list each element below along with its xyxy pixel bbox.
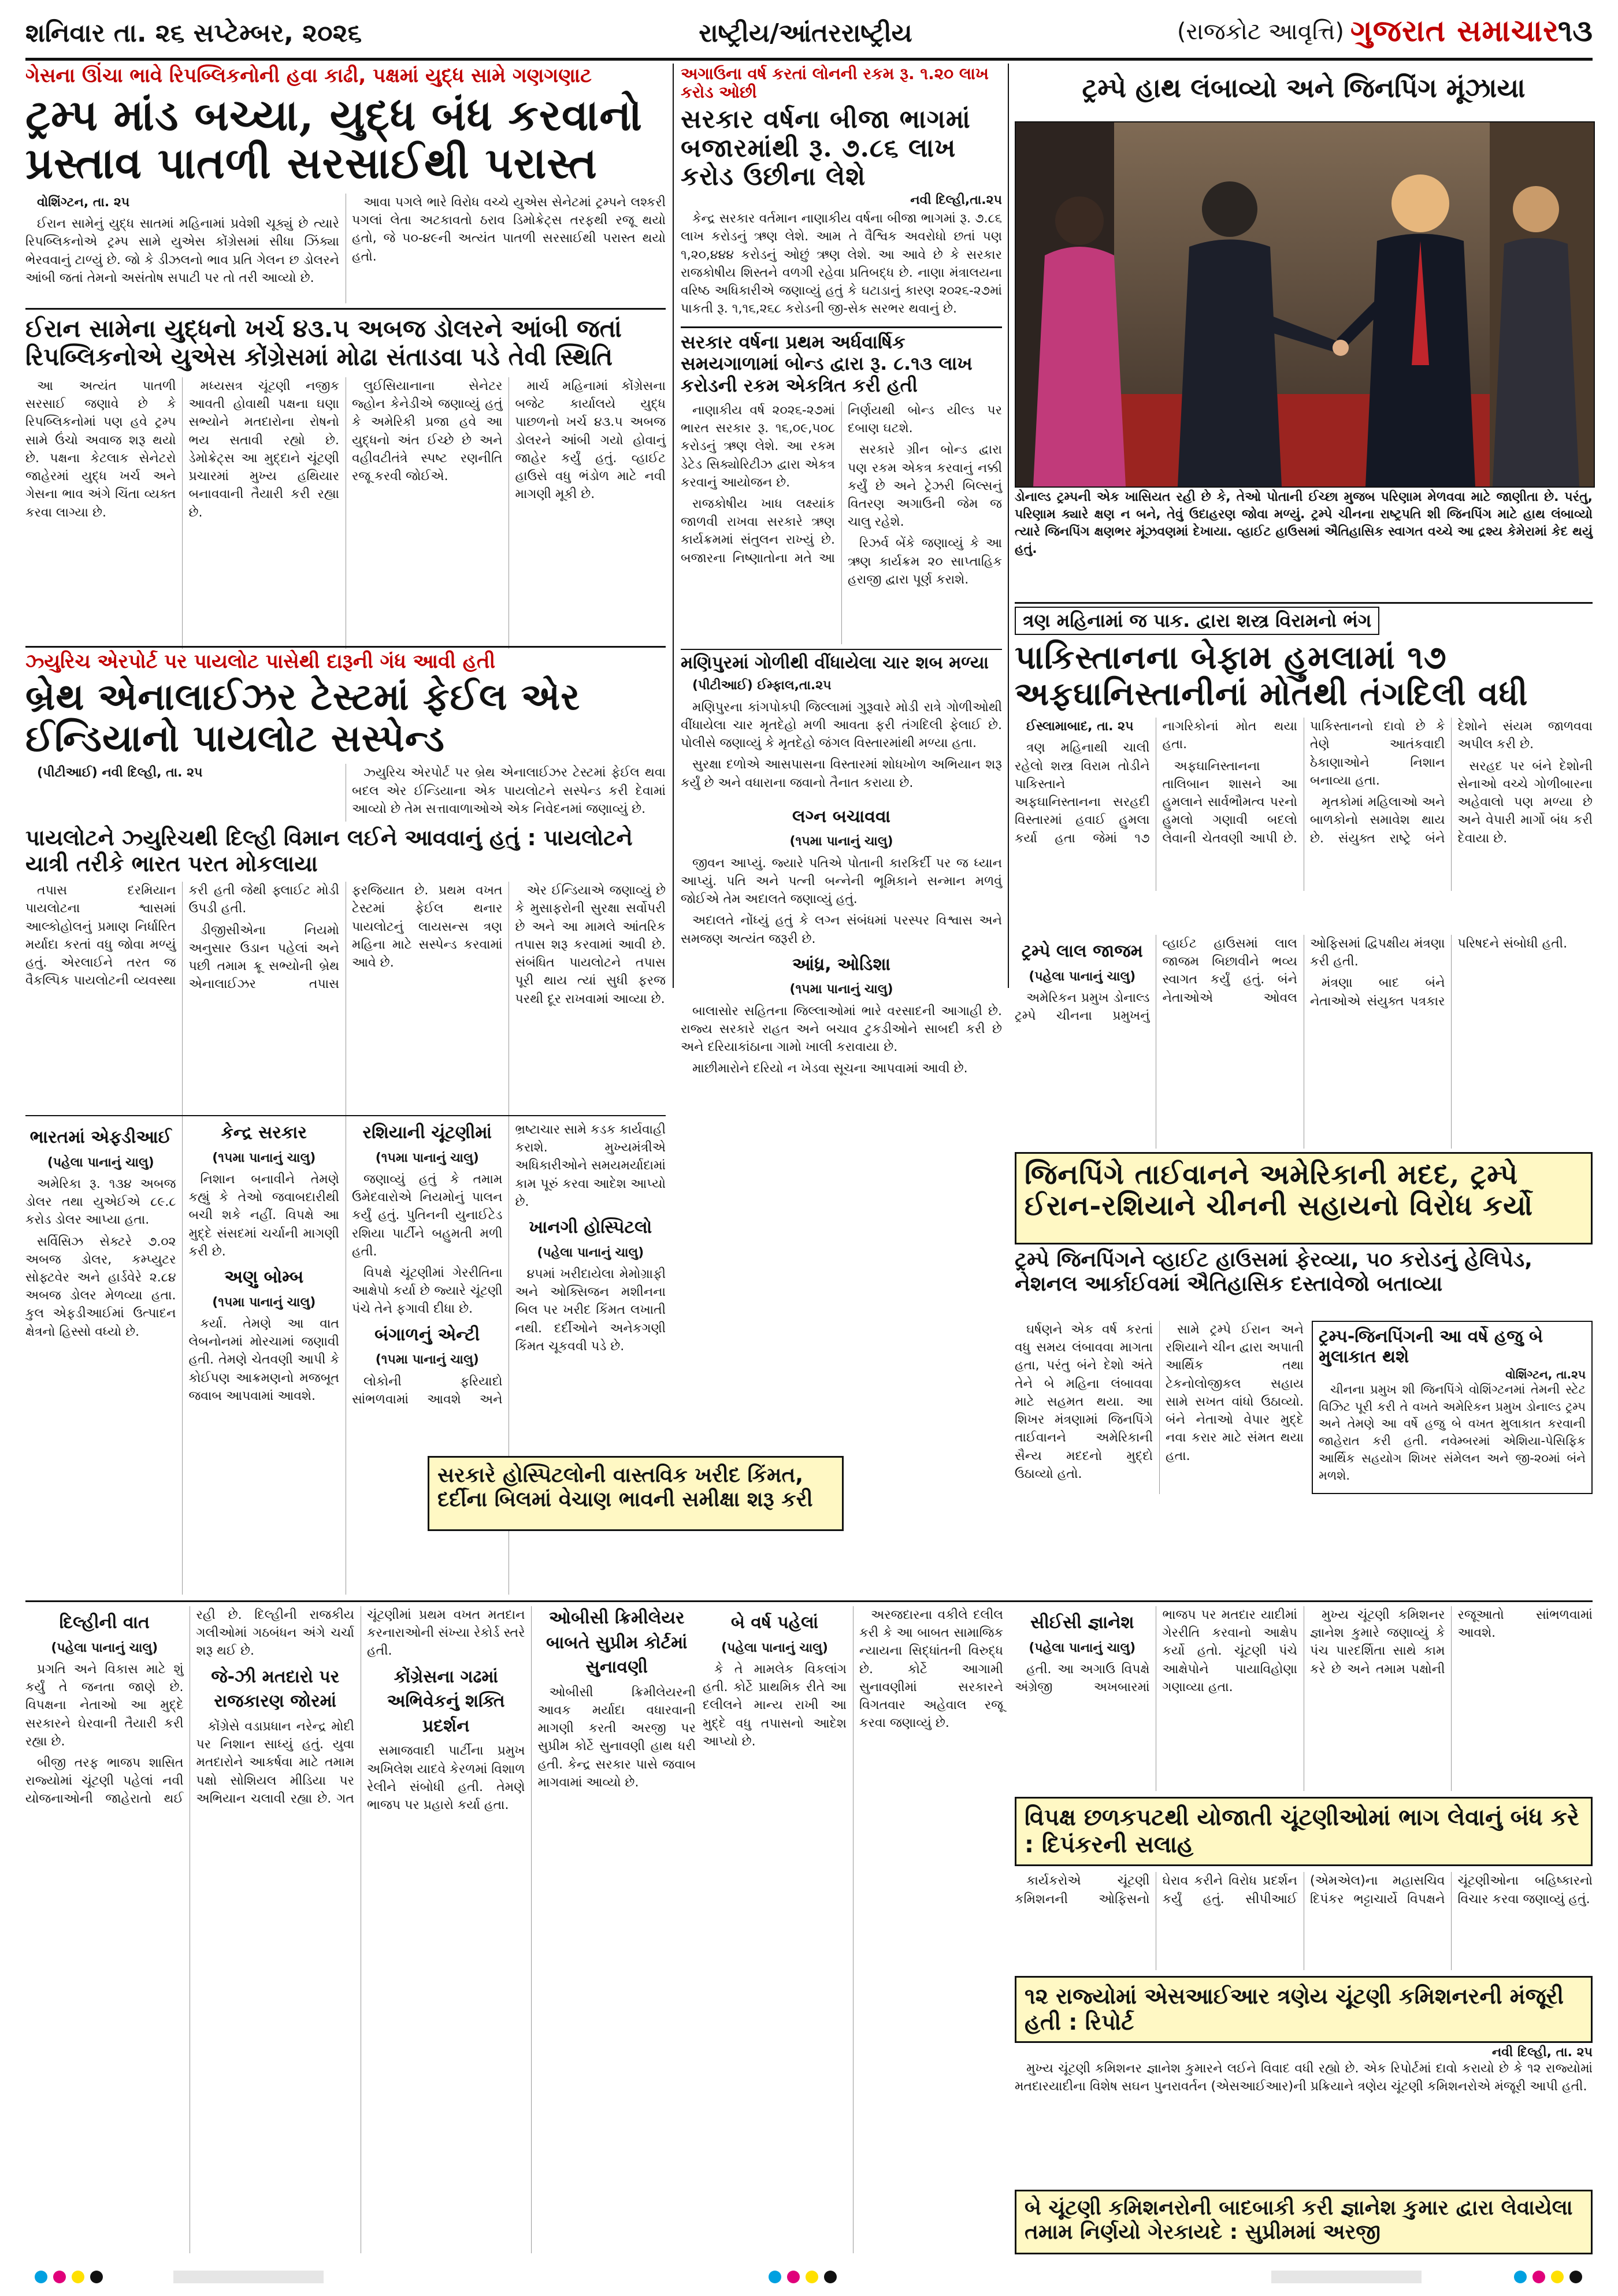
paragraph: સર્વિસિઝ સેક્ટરે ૭.૦૨ અબજ ડોલર, કમ્પ્યુટર સોફ્ટવેર અને હાર્ડવેરે ૨.૮૪ અબજ ડોલર મેળવ્યા હતા. કુલ એફડીઆઈમાં ઉત્પાદન ક્ષેત્રનો હિસ્સો વધ્યો છે.: [25, 1234, 176, 1339]
paragraph: તપાસ દરમિયાન પાયલોટના શ્વાસમાં આલ્કોહોલનું પ્રમાણ નિર્ધારિત મર્યાદા કરતાં વધુ જોવા મળ્યું હતું. એરલાઈને તરત જ વૈકલ્પિક પાયલોટની વ્યવસ્થા કરી હતી જેથી ફ્લાઈટ મોડી ઉપડી હતી.: [25, 883, 339, 989]
continued-note: (૧૫મા પાનાનું ચાલુ): [789, 982, 893, 997]
paragraph: અફઘાનિસ્તાનના તાલિબાન શાસને આ હુમલાને સાર્વભૌમત્વ પરનો હુમલો ગણાવી બદલો લેવાની ચેતવણી આપી છે. પાકિસ્તાનનો દાવો છે કે તેણે આતંકવાદી ઠેકાણાઓને નિશાન બનાવ્યા હતા.: [1162, 719, 1445, 846]
article-body: [681, 677, 1002, 795]
divider: [25, 646, 666, 648]
paragraph: મંત્રણા બાદ બંને નેતાઓએ સંયુક્ત પત્રકાર પરિષદને સંબોધી હતી.: [1310, 937, 1568, 1009]
article-body: [681, 800, 1002, 1082]
continuation-cec: [1015, 1606, 1593, 1791]
photo-caption: ડોનાલ્ડ ટ્રમ્પની એક ખાસિયત રહી છે કે, તેઓ પોતાની ઈચ્છા મુજબ પરિણામ મેળવવા માટે જાણીતા છે. પરંતુ, પરિણામ ક્યારે ક્ષણ ન બને, તેવું ઉદાહરણ જોવા મળ્યું. ટ્રમ્પે ચીનના રાષ્ટ્રપતિ શી જિનપિંગ માટે હાથ લંબાવ્યો ત્યારે જિનપિંગ ક્ષણભર મૂંઝવણમાં દેખાયા. વ્હાઈટ હાઉસમાં ઐતિહાસિક સ્વાગત વચ્ચે આ દ્રશ્ય કેમેરામાં કેદ થયું હતું.: [1015, 490, 1593, 556]
paragraph: રિઝર્વ બેંકે જણાવ્યું કે આ ઋણ કાર્યક્રમ ૨૦ સાપ્તાહિક હરાજી દ્વારા પૂર્ણ કરાશે.: [848, 536, 1002, 587]
highlight-box-supreme: [1015, 2190, 1593, 2254]
dateline: (પીટીઆઈ) નવી દિલ્હી, તા. ૨૫: [37, 766, 203, 781]
article-pakistan: [1015, 607, 1593, 930]
box-headline: બે ચૂંટણી કમિશનરોની બાદબાકી કરી જ્ઞાનેશ કુમાર દ્વારા લેવાયેલા તમામ નિર્ણયો ગેરકાયદે : સુપ્રીમમાં અરજી: [1025, 2196, 1573, 2245]
paragraph: ડીજીસીએના નિયમો અનુસાર ઉડાન પહેલાં અને પછી તમામ ક્રૂ સભ્યોની બ્રેથ એનાલાઈઝર તપાસ ફરજિયાત છે. પ્રથમ વખત ટેસ્ટમાં ફેઈલ થનાર પાયલોટનું લાયસન્સ ત્રણ મહિના માટે સસ્પેન્ડ કરવામાં આવે છે.: [188, 883, 503, 992]
magenta-dot-icon: [53, 2271, 66, 2283]
black-dot-icon: [824, 2271, 837, 2283]
section-heading: કોંગ્રેસના ગઢમાં અભિવેકનું શક્તિ પ્રદર્શન: [387, 1666, 505, 1736]
subheadline: ઈરાન સામેના યુદ્ધનો ખર્ચ ૪૩.૫ અબજ ડોલરને આંબી જતાં રિપબ્લિકનોએ યુએસ કોંગ્રેસમાં મોઢા સંતાડવા પડે તેવી સ્થિતિ: [25, 314, 622, 371]
continuation-trump-jajam: [1015, 935, 1593, 1149]
paragraph: ઘર્ષણને એક વર્ષ કરતાં વધુ સમય લંબાવવા માગતા હતા, પરંતુ બંને દેશો અંતે તેને બે મહિના લંબાવવા માટે સહમત થયા. આ શિખર મંત્રણામાં જિનપિંગે તાઈવાનને અમેરિકાની સૈન્ય મદદનો મુદ્દો ઉઠાવ્યો હતો.: [1015, 1322, 1153, 1481]
box-headline: સરકારે હોસ્પિટલોની વાસ્તવિક ખરીદ કિંમત, દર્દીના બિલમાં વેચાણ ભાવની સમીક્ષા શરૂ કરી: [437, 1463, 813, 1512]
dateline: વોશિંગ્ટન, તા.૨૫: [1505, 1367, 1586, 1381]
headline: સરકાર વર્ષના બીજા ભાગમાં બજારમાંથી રૂ. ૭.૮૬ લાખ કરોડ ઉછીના લેશે: [681, 105, 971, 191]
column-rule: [673, 64, 674, 988]
section-heading: બે વર્ષ પહેલાં: [730, 1613, 819, 1633]
paragraph: પ્રગતિ અને વિકાસ માટે શું કર્યું તે જનતા જાણે છે. વિપક્ષના નેતાઓ આ મુદ્દે સરકારને ઘેરવાની તૈયારી કરી રહ્યા છે.: [25, 1662, 184, 1749]
continued-note: (પહેલા પાનાનું ચાલુ): [1029, 969, 1136, 984]
grey-bar: [1271, 2271, 1422, 2283]
page-header: [25, 10, 1593, 61]
paragraph: સુરક્ષા દળોએ આસપાસના વિસ્તારમાં શોધખોળ અભિયાન શરૂ કર્યું છે અને વધારાના જવાનો તૈનાત કરાયા છે.: [681, 757, 1002, 790]
paragraph: બાલાસોર સહિતના જિલ્લાઓમાં ભારે વરસાદની આગાહી છે. રાજ્ય સરકારે રાહત અને બચાવ ટુકડીઓને સાબદી કરી છે અને દરિયાકાંઠાના ગામો ખાલી કરાવાયા છે.: [681, 1004, 1002, 1055]
paragraph: સરકારે ગ્રીન બોન્ડ દ્વારા પણ રકમ એકત્ર કરવાનું નક્કી કર્યું છે અને ટ્રેઝરી બિલ્સનું વિતરણ અગાઉની જેમ જ ચાલુ રહેશે.: [848, 443, 1002, 530]
article-body: [681, 402, 1002, 644]
article-loan: [681, 64, 1002, 1076]
continued-note: (૧૫મા પાનાનું ચાલુ): [212, 1295, 316, 1310]
paragraph: કેન્દ્ર સરકાર વર્તમાન નાણાકીય વર્ષના બીજા ભાગમાં રૂ. ૭.૮૬ લાખ કરોડનું ઋણ લેશે. આમ તે વૈશ્વિક અવરોધો છતાં પણ ૧,૨૦,૪૪૪ કરોડનું ઓછું ઋણ લેશે. આ આવે છે કે સરકાર રાજકોષીય શિસ્તને વળગી રહેવા પ્રતિબદ્ધ છે. નાણા મંત્રાલયના વરિષ્ઠ અધિકારીએ જણાવ્યું હતું કે ઘટાડાનું કારણ ૨૦૨૬-૨૭માં પાકતી રૂ. ૧,૧૬,૨૬૮ કરોડની જી-સેક સરભર થવાનું છે.: [681, 211, 1002, 317]
registration-marks: [0, 2262, 1618, 2296]
paragraph: નિશાન બનાવીને તેમણે કહ્યું કે તેઓ જવાબદારીથી બચી શકે નહીં. વિપક્ષે આ મુદ્દે સંસદમાં ચર્ચાની માગણી કરી છે.: [188, 1172, 339, 1259]
paragraph: મધ્યસત્ર ચૂંટણી નજીક આવતી હોવાથી પક્ષના ઘણા સભ્યોને મતદારોના રોષનો ભય સતાવી રહ્યો છે. ડેમોક્રેટ્સ આ મુદ્દાને ચૂંટણી પ્રચારમાં મુખ્ય હથિયાર બનાવવાની તૈયારી કરી રહ્યા છે.: [188, 378, 339, 520]
cyan-dot-icon: [1514, 2271, 1527, 2283]
paragraph: જીવન આપ્યું. જ્યારે પતિએ પોતાની કારકિર્દી પર જ ધ્યાન આપ્યું. પતિ અને પત્ની બન્નેની ભૂમિકાને સન્માન મળવું જોઈએ તેમ અદાલતે જણાવ્યું હતું.: [681, 856, 1002, 907]
article-body: [681, 210, 1002, 321]
subheadline: સરકાર વર્ષના પ્રથમ અર્ધવાર્ષિક સમયગાળામાં બોન્ડ દ્વારા રૂ. ૮.૧૩ લાખ કરોડની રકમ એકત્રિત કરી હતી: [681, 330, 973, 397]
kicker: ઝ્યુરિચ એરપોર્ટ પર પાયલોટ પાસેથી દારૂની ગંધ આવી હતી: [25, 650, 496, 673]
paragraph: અમેરિકા રૂ. ૧૩૪ અબજ ડોલર તથા યુએઈએ ૮૯.૮ કરોડ ડોલર આપ્યા હતા.: [25, 1176, 176, 1228]
paragraph: અમેરિકન પ્રમુખ ડોનાલ્ડ ટ્રમ્પે ચીનના પ્રમુખનું વ્હાઈટ હાઉસમાં લાલ જાજમ બિછાવીને ભવ્ય સ્વાગત કર્યું હતું. બંને નેતાઓએ ઓવલ ઓફિસમાં દ્વિપક્ષીય મંત્રણા કરી હતી.: [1015, 937, 1445, 1024]
paragraph: ત્રણ મહિનાથી ચાલી રહેલો શસ્ત્ર વિરામ તોડીને પાકિસ્તાને અફઘાનિસ્તાનના સરહદી વિસ્તારમાં હવાઈ હુમલા કર્યા હતા જેમાં ૧૭ નાગરિકોનાં મોત થયા હતા.: [1015, 719, 1297, 846]
divider: [25, 1115, 666, 1116]
issue-date: શનિવાર તા. ૨૬ સપ્ટેમ્બર, ૨૦૨૬: [25, 18, 362, 48]
edition-label: (રાજકોટ આવૃત્તિ): [1177, 18, 1344, 45]
continued-note: (પહેલા પાનાનું ચાલુ): [537, 1245, 644, 1260]
paragraph: સમાજવાદી પાર્ટીના પ્રમુખ અખિલેશ યાદવે કેરળમાં વિશાળ રેલીને સંબોધી હતી. તેમણે ભાજપ પર પ્રહારો કર્યા હતા.: [367, 1744, 525, 1813]
section-heading: ઓબીસી ક્રિમીલેયર બાબતે સુપ્રીમ કોર્ટમાં સુનાવણી: [545, 1608, 688, 1678]
paragraph: કર્યા. તેમણે આ વાત લેબનોનમાં મોરચામાં જણાવી હતી. તેમણે ચેતવણી આપી કે કોઈપણ આક્રમણનો મજબૂત જવાબ આપવામાં આવશે.: [188, 1316, 339, 1403]
kicker: અગાઉના વર્ષ કરતાં લોનની રકમ રૂ. ૧.૨૦ લાખ કરોડ ઓછી: [681, 64, 989, 102]
paragraph: ઝ્યુરિચ એરપોર્ટ પર બ્રેથ એનાલાઈઝર ટેસ્ટમાં ફેઈલ થવા બદલ એર ઈન્ડિયાના એક પાયલોટને સસ્પેન્ડ કરી દેવામાં આવ્યો છે તેમ સત્તાવાળાઓએ એક નિવેદનમાં જણાવ્યું છે.: [352, 766, 666, 816]
paragraph: અદાલતે નોંધ્યું હતું કે લગ્ન સંબંધમાં પરસ્પર વિશ્વાસ અને સમજણ અત્યંત જરૂરી છે.: [681, 913, 1002, 946]
paragraph: નાણાકીય વર્ષ ૨૦૨૬-૨૭માં ભારત સરકાર રૂ. ૧૬,૦૯,૫૦૮ કરોડનું ઋણ લેશે. આ રકમ ડેટેડ સિક્યોરિટીઝ દ્વારા એકત્ર કરવાનું આયોજન છે.: [681, 403, 835, 490]
paragraph: આવા પગલે ભારે વિરોધ વચ્ચે યુએસ સેનેટમાં ટ્રમ્પને લશ્કરી પગલાં લેતા અટકાવતો ઠરાવ ડિમોક્રેટ્સ તરફથી રજૂ થયો હતો, જે ૫૦-૪૯ની અત્યંત પાતળી સરસાઈથી પરાસ્ત થયો હતો.: [352, 195, 666, 264]
paragraph: સરહદ પર બંને દેશોની સેનાઓ વચ્ચે ગોળીબારના અહેવાલો પણ મળ્યા છે અને વેપારી માર્ગો બંધ કરી દેવાયા છે.: [1457, 759, 1593, 846]
paragraph: હતી. આ અગાઉ વિપક્ષે અંગ્રેજી અખબારમાં ભાજપ પર મતદાર યાદીમાં ગેરરીતિ કરવાનો આક્ષેપ કર્યો હતો. ચૂંટણી પંચે આક્ષેપોને પાયાવિહોણા ગણાવ્યા હતા.: [1015, 1608, 1297, 1695]
continued-note: (પહેલા પાનાનું ચાલુ): [47, 1155, 154, 1170]
headline: ટ્રમ્પ-જિનપિંગની આ વર્ષે હજુ બે મુલાકાત થશે: [1319, 1327, 1543, 1368]
dateline: ઈસ્લામાબાદ, તા. ૨૫: [1026, 719, 1134, 734]
black-dot-icon: [90, 2271, 103, 2283]
paragraph: કે તે મામલેક વિકલાંગ હતી. કોર્ટે પ્રાથમિક રીતે આ દલીલને માન્ય રાખી આ મુદ્દે વધુ તપાસનો આદેશ આપ્યો છે.: [703, 1662, 847, 1749]
paragraph: એર ઈન્ડિયાએ જણાવ્યું છે કે મુસાફરોની સુરક્ષા સર્વોપરી છે અને આ મામલે આંતરિક તપાસ શરૂ કરવામાં આવી છે. સંબંધિત પાયલોટને તપાસ પૂરી થાય ત્યાં સુધી ફરજ પરથી દૂર રાખવામાં આવ્યા છે.: [515, 883, 666, 1006]
continued-note: (૧૫મા પાનાનું ચાલુ): [789, 834, 893, 849]
paragraph: લોકોની ફરિયાદો સાંભળવામાં આવશે અને ભ્રષ્ટાચાર સામે કડક કાર્યવાહી કરાશે. મુખ્યમંત્રીએ અધિકારીઓને સમયમર્યાદામાં કામ પૂરું કરવા આદેશ આપ્યો છે.: [352, 1123, 666, 1407]
section-heading: જે-ઝી મતદારો પર રાજકારણ જોરમાં: [211, 1666, 340, 1712]
section-heading: ખાનગી હોસ્પિટલો: [529, 1217, 652, 1238]
article-visit: [1312, 1321, 1593, 1494]
article-body: [25, 194, 666, 303]
kicker: ત્રણ મહિનામાં જ પાક. દ્વારા શસ્ત્ર વિરામનો ભંગ: [1023, 610, 1372, 631]
headline: ટ્રમ્પ માંડ બચ્યા, યુદ્ધ બંધ કરવાનો પ્રસ્તાવ પાતળી સરસાઈથી પરાસ્ત: [25, 91, 643, 188]
highlight-box-sir-report: [1015, 1976, 1593, 2043]
paragraph: માછીમારોને દરિયો ન ખેડવા સૂચના આપવામાં આવી છે.: [692, 1061, 968, 1076]
paragraph: માર્ચ મહિનામાં કોંગ્રેસના બજેટ કાર્યાલયે યુદ્ધ પાછળનો ખર્ચ ૪૩.૫ અબજ ડોલરને આંબી ગયો હોવાનું જાહેર કર્યું હતું. વ્હાઈટ હાઉસે વધુ ભંડોળ માટે નવી માગણી મૂકી છે.: [515, 378, 666, 502]
article-body: [1015, 2060, 1593, 2099]
paragraph: જણાવ્યું હતું કે તમામ ઉમેદવારોએ નિયમોનું પાલન કર્યું હતું. પુતિનની યુનાઈટેડ રશિયા પાર્ટીને બહુમતી મળી હતી.: [352, 1172, 503, 1259]
paragraph: વિપક્ષે ચૂંટણીમાં ગેરરીતિના આક્ષેપો કર્યા છે જ્યારે ચૂંટણી પંચે તેને ફગાવી દીધા છે.: [352, 1266, 503, 1317]
paragraph: મણિપુરના કાંગપોક્પી જિલ્લામાં ગુરૂવારે મોડી રાત્રે ગોળીઓથી વીંધાયેલા ચાર મૃતદેહો મળી આવતા ફરી તંગદિલી ફેલાઈ છે. પોલીસે જણાવ્યું કે મૃતદેહો જંગલ વિસ્તારમાંથી મળ્યા હતા.: [681, 700, 1002, 751]
kicker: ટ્રમ્પે હાથ લંબાવ્યો અને જિનપિંગ મૂંઝાયા: [1082, 72, 1526, 103]
kicker: ગેસના ઊંચા ભાવે રિપબ્લિકનોની હવા કાઢી, પક્ષમાં યુદ્ધ સામે ગણગણાટ: [25, 64, 592, 87]
paragraph: રાજકોષીય ખાધ લક્ષ્યાંક જાળવી રાખવા સરકારે ઋણ કાર્યક્રમમાં સંતુલન રાખ્યું છે. બજારના નિષ્ણાતોના મતે આ નિર્ણયથી બોન્ડ યીલ્ડ પર દબાણ ઘટશે.: [681, 403, 1002, 566]
cyan-dot-icon: [769, 2271, 781, 2283]
continuations-bottom-left: [25, 1606, 696, 2253]
paragraph: મુખ્ય ચૂંટણી કમિશનર જ્ઞાનેશ કુમારે જણાવ્યું કે પંચ પારદર્શિતા સાથે કામ કરે છે અને તમામ પક્ષોની રજૂઆતો સાંભળવામાં આવશે.: [1310, 1608, 1593, 1677]
article-taiwan-body: [1015, 1321, 1304, 1494]
yellow-dot-icon: [1551, 2271, 1564, 2283]
paragraph: ૪૫માં ખરીદાયેલા મેમોગ્રાફી અને ઓક્સિજન મશીનના બિલ પર ખરીદ કિંમત લખાતી નથી. દર્દીઓને અનેકગણી કિંમત ચૂકવવી પડે છે.: [515, 1267, 666, 1354]
continuation-bihar: [703, 1606, 1003, 2253]
paragraph: અરજદારના વકીલે દલીલ કરી કે આ બાબત સામાજિક ન્યાયના સિદ્ધાંતની વિરુદ્ધ છે. કોર્ટે આગામી સુનાવણીમાં સરકારને વિગતવાર અહેવાલ રજૂ કરવા જણાવ્યું છે.: [859, 1608, 1003, 1731]
paragraph: ચીનના પ્રમુખ શી જિનપિંગે વોશિંગ્ટનમાં તેમની સ્ટેટ વિઝિટ પૂરી કરી તે વખતે અમેરિકન પ્રમુખ ડોનાલ્ડ ટ્રમ્પ અને તેમણે આ વર્ષે હજુ બે વખત મુલાકાત કરવાની જાહેરાત કરી હતી. નવેમ્બરમાં એશિયા-પેસિફિક આર્થિક સહયોગ શિખર સંમેલન અને જી-૨૦માં બંને મળશે.: [1319, 1382, 1586, 1483]
article-body: [1015, 718, 1593, 891]
paragraph: કાર્યકરોએ ચૂંટણી કમિશનની ઓફિસનો ઘેરાવ કરીને વિરોધ પ્રદર્શન કર્યું હતું. સીપીઆઈ (એમએલ)ના મહાસચિવ દિપંકર ભટ્ટાચાર્યે વિપક્ષને ચૂંટણીઓના બહિષ્કારનો વિચાર કરવા જણાવ્યું હતું.: [1015, 1874, 1593, 1907]
cyan-dot-icon: [35, 2271, 47, 2283]
column-rule: [1008, 64, 1009, 988]
paragraph: બીજી તરફ ભાજપ શાસિત રાજ્યોમાં ચૂંટણી પહેલાં નવી યોજનાઓની જાહેરાતો થઈ રહી છે. દિલ્હીની રાજકીય ગલીઓમાં ગઠબંધન અંગે ચર્ચા શરૂ થઈ છે.: [25, 1608, 354, 1807]
section-heading: સીઈસી જ્ઞાનેશ: [1030, 1613, 1134, 1633]
section-heading: ટ્રમ્પે લાલ જાજમ: [1021, 941, 1143, 961]
paragraph: કોંગ્રેસે વડાપ્રધાન નરેન્દ્ર મોદી પર નિશાન સાધ્યું હતું. યુવા મતદારોને આકર્ષવા માટે તમામ પક્ષો સોશિયલ મીડિયા પર અભિયાન ચલાવી રહ્યા છે. ગત ચૂંટણીમાં પ્રથમ વખત મતદાન કરનારાઓની સંખ્યા રેકોર્ડ સ્તરે હતી.: [196, 1608, 525, 1806]
grey-bar: [173, 2271, 324, 2283]
paragraph: ઓબીસી ક્રિમીલેયરની આવક મર્યાદા વધારવાની માગણી કરતી અરજી પર સુપ્રીમ કોર્ટે સુનાવણી હાથ ધરી હતી. કેન્દ્ર સરકાર પાસે જવાબ માગવામાં આવ્યો છે.: [537, 1685, 696, 1790]
photo-kicker-box: [1015, 65, 1593, 120]
kicker-box: [1015, 607, 1379, 635]
page-number: ૧૩: [1557, 14, 1593, 49]
headline: પાકિસ્તાનના બેફામ હુમલામાં ૧૭ અફઘાનિસ્તાનીનાં મોતથી તંગદિલી વધી: [1015, 638, 1528, 713]
taiwan-subhead: [1015, 1248, 1593, 1317]
masthead-logo: ગુજરાત સમાચાર: [1350, 14, 1559, 49]
highlight-box-taiwan: [1015, 1152, 1593, 1244]
divider: [25, 1600, 1593, 1602]
section-heading: દિલ્હીની વાત: [59, 1613, 150, 1633]
paragraph: આ અત્યંત પાતળી સરસાઈ જણાવે છે કે રિપબ્લિકનોમાં પણ હવે ટ્રમ્પ સામે ઉંચો અવાજ શરૂ થયો છે. પક્ષના કેટલાક સેનેટરો જાહેરમાં યુદ્ધ ખર્ચ અને ગેસના ભાવ અંગે ચિંતા વ્યક્ત કરવા લાગ્યા છે.: [25, 378, 176, 520]
dateline: (પીટીઆઈ) ઈમ્ફાલ,તા.૨૫: [692, 678, 832, 693]
highlight-box-boycott: [1015, 1797, 1593, 1866]
article-body: [25, 764, 666, 822]
article-body: [1319, 1381, 1586, 1488]
black-dot-icon: [1569, 2271, 1582, 2283]
kicker: મણિપુરમાં ગોળીથી વીંધાયેલા ચાર શબ મળ્યા: [681, 652, 989, 673]
section-heading: બંગાળનું એન્ટી: [374, 1324, 480, 1345]
article-body: [1015, 1872, 1593, 1970]
continued-note: (૧૫મા પાનાનું ચાલુ): [375, 1353, 479, 1368]
section-heading: ભારતમાં એફડીઆઈ: [29, 1127, 172, 1147]
continued-note: (પહેલા પાનાનું ચાલુ): [721, 1640, 828, 1655]
box-headline: વિપક્ષ છળકપટથી યોજાતી ચૂંટણીઓમાં ભાગ લેવાનું બંધ કરે : દિપંકરની સલાહ: [1025, 1804, 1579, 1859]
section-heading: આંધ્ર, ઓડિશા: [792, 954, 890, 975]
dateline: વોશિંગ્ટન, તા. ૨૫: [37, 195, 130, 210]
subheadline: ટ્રમ્પે જિનપિંગને વ્હાઈટ હાઉસમાં ફેરવ્યા, ૫૦ કરોડનું હેલિપેડ, નેશનલ આર્કાઈવમાં ઐતિહાસિક દસ્તાવેજો બતાવ્યા: [1015, 1248, 1532, 1296]
box-headline: ૧૨ રાજ્યોમાં એસઆઈઆર ત્રણેય ચૂંટણી કમિશનરની મંજૂરી હતી : રિપોર્ટ: [1025, 1983, 1564, 2035]
paragraph: મુખ્ય ચૂંટણી કમિશનર જ્ઞાનેશ કુમારને લઈને વિવાદ વધી રહ્યો છે. એક રિપોર્ટમાં દાવો કરાયો છે કે ૧૨ રાજ્યોમાં મતદારયાદીના વિશેષ સઘન પુનરાવર્તન (એસઆઈઆર)ની પ્રક્રિયાને ત્રણેય ચૂંટણી કમિશનરોએ મંજૂરી આપી હતી.: [1015, 2061, 1593, 2094]
article-body: [25, 882, 666, 1124]
section-heading: અણુ બોમ્બ: [224, 1267, 304, 1287]
dateline: નવી દિલ્હી,તા.૨૫: [910, 193, 1002, 208]
subheadline: પાયલોટને ઝ્યુરિચથી દિલ્હી વિમાન લઈને આવવાનું હતું : પાયલોટને યાત્રી તરીકે ભારત પરત મોકલાયા: [25, 825, 633, 877]
section-heading: કેન્દ્ર સરકાર: [221, 1123, 307, 1143]
article-trump-war: [25, 65, 666, 642]
continued-note: (પહેલા પાનાનું ચાલુ): [51, 1640, 158, 1655]
news-photo: [1015, 121, 1595, 488]
paragraph: સામે ટ્રમ્પે ઈરાન અને રશિયાને ચીન દ્વારા અપાતી આર્થિક તથા ટેકનોલોજીકલ સહાય સામે સખત વાંધો ઉઠાવ્યો. બંને નેતાઓ વેપાર મુદ્દે નવા કરાર માટે સંમત થયા હતા.: [1166, 1322, 1304, 1463]
paragraph: લુઈસિયાનાના સેનેટર જ્હોન કેનેડીએ જણાવ્યું હતું કે અમેરિકી પ્રજા હવે આ યુદ્ધનો અંત ઈચ્છે છે અને વહીવટીતંત્રે સ્પષ્ટ રણનીતિ રજૂ કરવી જોઈએ.: [352, 378, 503, 484]
photo-illustration: [1016, 122, 1594, 486]
yellow-dot-icon: [72, 2271, 84, 2283]
section-heading: લગ્ન બચાવવા: [792, 806, 890, 827]
divider: [1015, 602, 1593, 604]
continued-note: (૧૫મા પાનાનું ચાલુ): [212, 1150, 316, 1165]
continued-note: (પહેલા પાનાનું ચાલુ): [1029, 1640, 1136, 1655]
magenta-dot-icon: [787, 2271, 800, 2283]
magenta-dot-icon: [1532, 2271, 1545, 2283]
bottom-right-articles: [1015, 1606, 1593, 2253]
yellow-dot-icon: [806, 2271, 818, 2283]
box-headline: જિનપિંગે તાઈવાનને અમેરિકાની મદદ, ટ્રમ્પે ઈરાન-રશિયાને ચીનની સહાયનો વિરોધ કર્યો: [1025, 1158, 1533, 1222]
paragraph: ઈરાન સામેનું યુદ્ધ સાતમાં મહિનામાં પ્રવેશી ચૂક્યું છે ત્યારે રિપબ્લિકનોએ ટ્રમ્પ સામે યુએસ કોંગ્રેસમાં સીધા ઝિંક્યા ભેરવવાનું ટાળ્યું છે. જો કે ડીઝલનો ભાવ પ્રતિ ગેલન છ ડોલરને આંબી જતાં તેમનો અસંતોષ સપાટી પર તો તરી આવ્યો છે.: [25, 217, 339, 285]
continued-note: (૧૫મા પાનાનું ચાલુ): [375, 1150, 479, 1165]
paragraph: મૃતકોમાં મહિલાઓ અને બાળકોનો સમાવેશ થાય છે. સંયુક્ત રાષ્ટ્રે બંને દેશોને સંયમ જાળવવા અપીલ કરી છે.: [1310, 719, 1593, 846]
article-pilot: [25, 651, 666, 1113]
section-title: રાષ્ટ્રીય/આંતરરાષ્ટ્રીય: [699, 18, 912, 48]
headline: બ્રેથ એનાલાઈઝર ટેસ્ટમાં ફેઈલ એર ઈન્ડિયાનો પાયલોટ સસ્પેન્ડ: [25, 675, 581, 760]
dateline: નવી દિલ્હી, તા. ૨૫: [1491, 2045, 1593, 2060]
highlight-box-hospital: [428, 1456, 844, 1531]
section-heading: રશિયાની ચૂંટણીમાં: [362, 1123, 492, 1143]
article-body: [25, 377, 666, 649]
